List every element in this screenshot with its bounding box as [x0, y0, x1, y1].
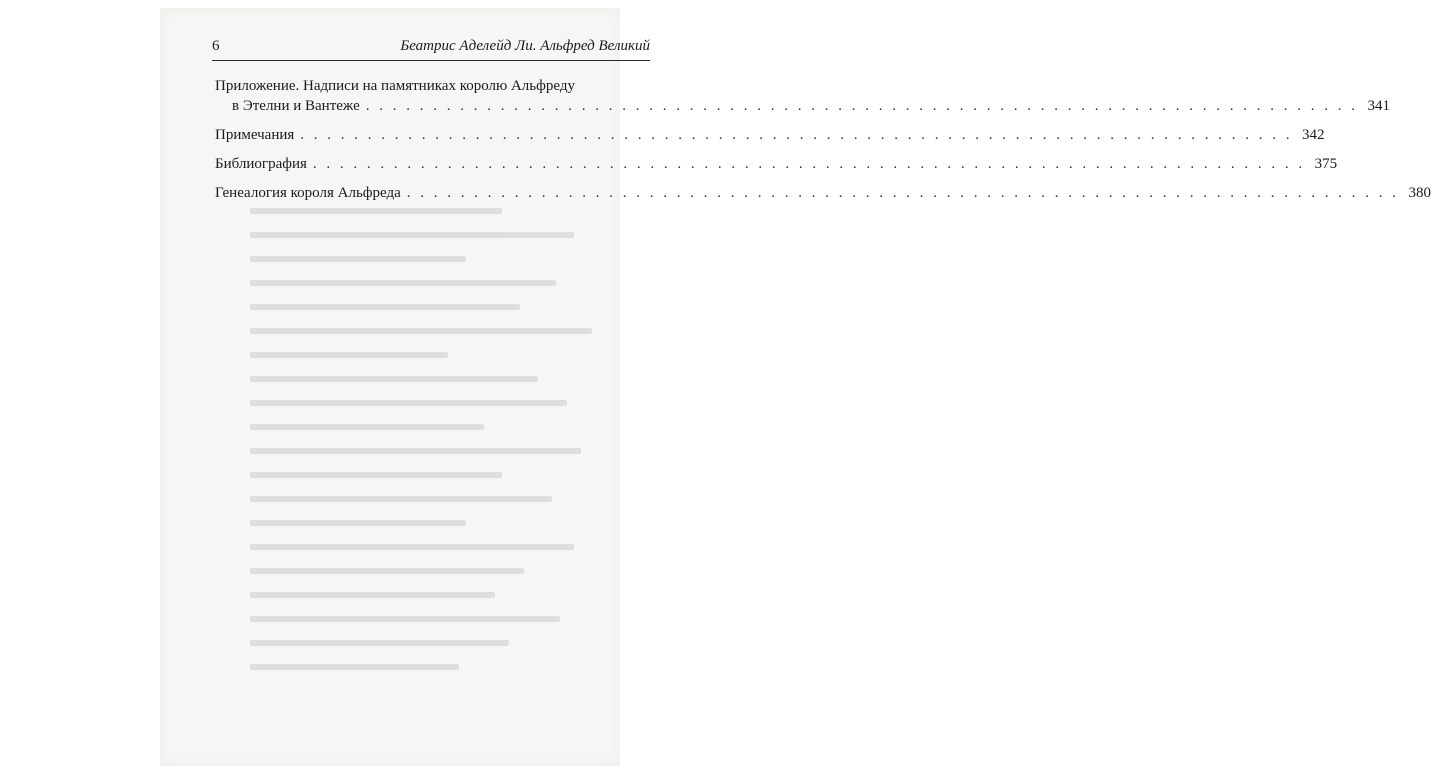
- leader-dots: [366, 96, 1358, 116]
- toc-entry-title: Генеалогия короля Альфреда: [215, 185, 401, 201]
- toc-entry-title: Приложение. Надписи на памятниках королю Альфреду: [215, 78, 575, 94]
- running-title: Беатрис Аделейд Ли. Альфред Великий: [400, 38, 650, 54]
- toc-entry-title-continued: в Этелни и Вантеже: [232, 98, 360, 114]
- running-header: [212, 38, 758, 58]
- toc-entry-page: 341: [1367, 98, 1390, 114]
- toc-entry-title: Библиография: [215, 156, 307, 172]
- header-rule: [212, 60, 650, 61]
- table-of-contents: [215, 76, 1431, 212]
- toc-entry-notes: [215, 125, 1325, 145]
- toc-entry-appendix: [215, 76, 1390, 116]
- book-page: [160, 8, 1431, 766]
- toc-entry-title: Примечания: [215, 127, 295, 143]
- leader-dots: [313, 154, 1305, 174]
- bleed-through-text: [250, 208, 610, 748]
- toc-entry-genealogy: [215, 183, 1431, 203]
- toc-entry-bibliography: [215, 154, 1338, 174]
- toc-entry-page: 342: [1302, 127, 1325, 143]
- leader-dots: [300, 125, 1292, 145]
- leader-dots: [407, 183, 1399, 203]
- toc-entry-page: 380: [1408, 185, 1431, 201]
- toc-entry-page: 375: [1314, 156, 1338, 172]
- page-number: 6: [212, 38, 220, 54]
